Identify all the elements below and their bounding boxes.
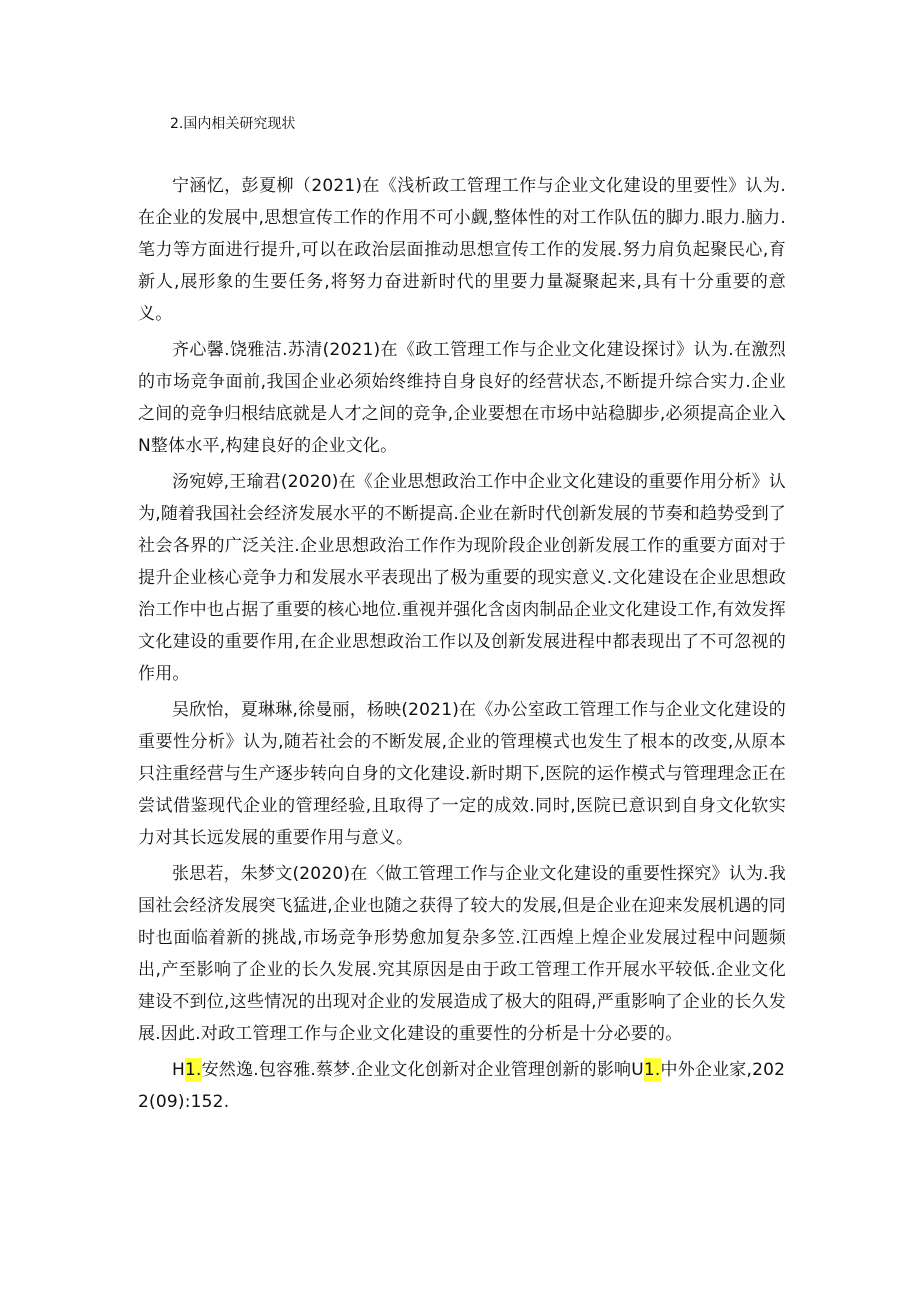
reference-suffix: 中外企业家,2022(09):152. bbox=[138, 1060, 786, 1112]
reference-entry bbox=[138, 1054, 786, 1118]
reference-prefix: H bbox=[172, 1060, 185, 1080]
paragraph-4: 吴欣怡，夏琳琳,徐曼丽，杨映(2021)在《办公室政工管理工作与企业文化建设的重要性分析》认为,随若社会的不断发展,企业的管理模式也发生了根本的改变,从原本只注重经营与生产逐步转向自身的文化建设.新时期下,医院的运作模式与管理理念正在尝试借鉴现代企业的管理经验,且取得了一定的成效.同时,医院已意识到自身文化软实力对其长远发展的重要作用与意义。 bbox=[138, 700, 786, 848]
document-body bbox=[138, 112, 786, 1118]
paragraph-3: 汤宛婷,王瑜君(2020)在《企业思想政治工作中企业文化建设的重要作用分析》认为,随着我国社会经济发展水平的不断提高.企业在新时代创新发展的节奏和趋势受到了社会各界的广泛关注.企业思想政治工作作为现阶段企业创新发展工作的重要方面对于提升企业核心竞争力和发展水平表现出了极为重要的现实意义.文化建设在企业思想政治工作中也占据了重要的核心地位.重视并强化含卤肉制品企业文化建设工作,有效发挥文化建设的重要作用,在企业思想政治工作以及创新发展进程中都表现出了不可忽视的作用。 bbox=[138, 472, 786, 684]
paragraph-2: 齐心馨.饶雅洁.苏清(2021)在《政工管理工作与企业文化建设探讨》认为.在激烈的市场竞争面前,我国企业必须始终维持自身良好的经营状态,不断提升综合实力.企业之间的竞争归根结底就是人才之间的竞争,企业要想在市场中站稳脚步,必须提高企业入N整体水平,构建良好的企业文化。 bbox=[138, 340, 786, 456]
paragraph-1: 宁涵忆，彭夏柳（2021)在《浅析政工管理工作与企业文化建设的里要性》认为.在企业的发展中,思想宣传工作的作用不可小觑,整体性的对工作队伍的脚力.眼力.脑力.笔力等方面进行提升,可以在政治层面推动思想宣传工作的发展.努力肩负起聚民心,育新人,展形象的生要任务,将努力奋进新时代的里要力量凝聚起来,具有十分重要的意义。 bbox=[138, 176, 786, 324]
reference-middle: 安然逸.包容雅.蔡梦.企业文化创新对企业管理创新的影响U bbox=[201, 1060, 644, 1080]
section-heading: 2.国内相关研究现状 bbox=[170, 116, 296, 132]
reference-highlight-1: 1. bbox=[184, 1060, 202, 1080]
reference-highlight-2: 1. bbox=[643, 1060, 661, 1080]
paragraph-5: 张思若，朱梦文(2020)在〈做工管理工作与企业文化建设的重要性探究》认为.我国社会经济发展突飞猛进,企业也随之获得了较大的发展,但是企业在迎来发展机遇的同时也面临着新的挑战,市场竞争形势愈加复杂多笠.江西煌上煌企业发展过程中问题频出,产至影响了企业的长久发展.究其原因是由于政工管理工作开展水平较低.企业文化建设不到位,这些情况的出现对企业的发展造成了极大的阻碍,严重影响了企业的长久发展.因此.对政工管理工作与企业文化建设的重要性的分析是十分必要的。 bbox=[138, 864, 786, 1044]
